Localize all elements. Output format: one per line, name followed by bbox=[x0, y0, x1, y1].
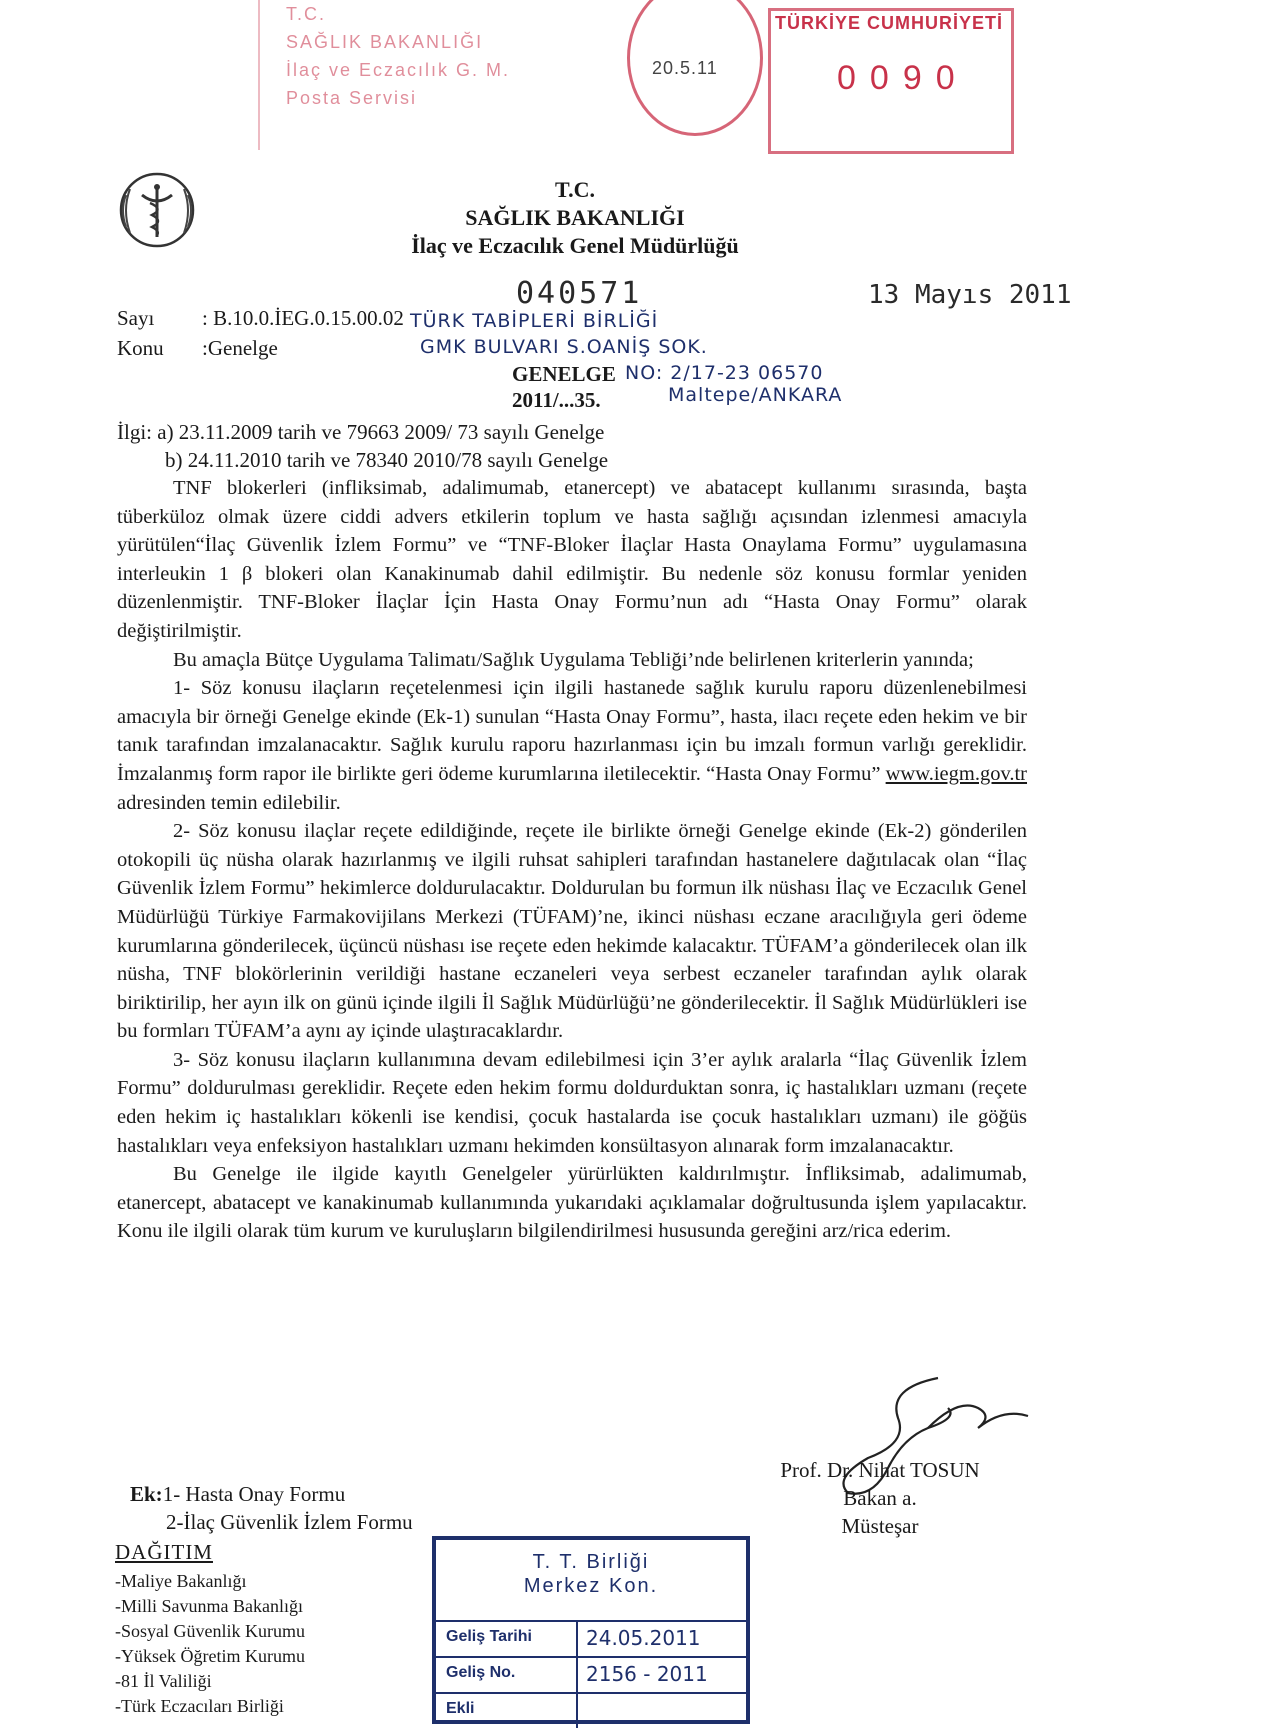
letterhead-directorate: İlaç ve Eczacılık Genel Müdürlüğü bbox=[411, 233, 739, 258]
received-stamp-org: T. T. Birliği bbox=[532, 1551, 650, 1573]
received-date-value: 24.05.2011 bbox=[586, 1626, 701, 1650]
handwritten-address-line: NO: 2/17-23 06570 bbox=[625, 362, 824, 384]
signatory-name: Prof. Dr. Nihat TOSUN bbox=[780, 1458, 980, 1482]
sayi-label: Sayı bbox=[117, 306, 155, 330]
franking-line: T.C. bbox=[286, 4, 327, 24]
sayi-value: : B.10.0.İEG.0.15.00.02 bbox=[202, 306, 404, 330]
letterhead-ministry: SAĞLIK BAKANLIĞI bbox=[465, 205, 685, 230]
franking-line: İlaç ve Eczacılık G. M. bbox=[286, 60, 511, 80]
received-stamp-unit: Merkez Kon. bbox=[523, 1575, 659, 1597]
handwritten-address-line: Maltepe/ANKARA bbox=[668, 384, 843, 406]
paragraph-text: 1- Söz konusu ilaçların reçetelenmesi için ilgili hastanede sağlık kurulu raporu düzenlenebilmesi amacıyla bir örneği Genelge ekinde (Ek-1) sunulan “Hasta Onay Formu”, hasta, ilacı reçete eden hekim ve bir tanık tarafından imzalanacaktır. Sağlık kurulu raporu hazırlanması için bu imzalı formun varlığı gereklidir. İmzalanmış form rapor ile birlikte geri ödeme kurumlarına iletilecektir. “Hasta Onay Formu” bbox=[117, 677, 1027, 785]
reference-a: İlgi: a) 23.11.2009 tarih ve 79663 2009/ 73 sayılı Genelge bbox=[117, 420, 605, 444]
genelge-title: GENELGE bbox=[512, 362, 616, 386]
attachment-item: 1- Hasta Onay Formu bbox=[162, 1482, 346, 1506]
distribution-item: -81 İl Valiliği bbox=[115, 1671, 212, 1691]
distribution-item: -Yüksek Öğretim Kurumu bbox=[115, 1646, 305, 1666]
distribution-item: -Sosyal Güvenlik Kurumu bbox=[115, 1621, 305, 1641]
received-stamp bbox=[432, 1536, 750, 1724]
attachments-label: Ek: bbox=[130, 1482, 163, 1506]
attachment-item: 2-İlaç Güvenlik İzlem Formu bbox=[166, 1510, 413, 1534]
postmark-stamp bbox=[622, 0, 762, 130]
website-link[interactable]: www.iegm.gov.tr bbox=[885, 762, 1028, 785]
konu-value: :Genelge bbox=[202, 336, 278, 360]
date-stamp: 13 Mayıs 2011 bbox=[868, 280, 1072, 310]
document-body bbox=[117, 474, 1027, 1246]
konu-label: Konu bbox=[117, 336, 164, 360]
received-number-label: Geliş No. bbox=[436, 1658, 578, 1692]
sayi-row bbox=[117, 306, 404, 331]
paragraph: TNF blokerleri (infliksimab, adalimumab, etanercept) ve abatacept kullanımı sırasında, başta tüberküloz olmak üzere ciddi advers etkilerin toplum ve hasta sağlığı açısından izlenmesi amacıyla yürütülen“İlaç Güvenlik İzlem Formu” ve “TNF-Bloker İlaçlar Hasta Onaylama Formu” uygulamasına interleukin 1 β blokeri olan Kanakinumab dahil edilmiştir. Bu nedenle söz konusu formlar yeniden düzenlenmiştir. TNF-Bloker İlaçlar İçin Hasta Onay Formu’nun adı “Hasta Onay Formu” olarak değiştirilmiştir. bbox=[117, 477, 1027, 642]
distribution-item: -Maliye Bakanlığı bbox=[115, 1571, 247, 1591]
paragraph: 3- Söz konusu ilaçların kullanımına devam edilebilmesi için 3’er aylık aralarla “İlaç Güvenlik İzlem Formu” doldurulması gereklidir. Reçete eden hekim formu doldurduktan sonra, iç hastalıkları uzmanı (reçete eden hekim iç hastalıkları kökenli ise kendisi, çocuk hastalarda ise çocuk hastalıkları uzmanı) ile göğüs hastalıkları veya enfeksiyon hastalıkları uzmanı hekimden konsültasyon alınarak form imzalanacaktır. bbox=[117, 1048, 1027, 1157]
paragraph: 2- Söz konusu ilaçlar reçete edildiğinde, reçete ile birlikte örneği Genelge ekinde (Ek-2) gönderilen otokopili üç nüsha olarak hazırlanmış ve ilgili ruhsat sahipleri tarafından hastanelere dağıtılacak olan “İlaç Güvenlik İzlem Formu” hekimlerce doldurulacaktır. Doldurulan bu formun ilk nüshası İlaç ve Eczacılık Genel Müdürlüğü Türkiye Farmakovijilans Merkezi (TÜFAM)’ne, ikinci nüshası eczane aracılığıyla geri ödeme kurumlarına gönderilecek, üçüncü nüshası ise reçete eden hekimde kalacaktır. TÜFAM’a gönderilecek olan ilk nüsha, TNF blokörlerinin verildiği hastane eczaneleri veya serbest eczaneler tarafından aylık olarak biriktirilip, her ayın ilk on günü içinde ilgili İl Sağlık Müdürlüğü’ne gönderilecektir. İl Sağlık Müdürlükleri ise bu formları TÜFAM’a aynı ay içinde ulaştıracaklardır. bbox=[117, 820, 1027, 1043]
letterhead-country: T.C. bbox=[555, 177, 595, 202]
distribution-list bbox=[115, 1540, 305, 1719]
reference-block bbox=[117, 418, 608, 474]
handwritten-address-line: TÜRK TABİPLERİ BİRLİĞİ bbox=[410, 310, 659, 332]
caduceus-emblem-icon bbox=[112, 165, 202, 260]
franking-line: Posta Servisi bbox=[286, 88, 418, 108]
postage-meter-amount: 0090 bbox=[837, 59, 969, 97]
received-attachment-label: Ekli bbox=[436, 1694, 578, 1728]
received-attachment-value bbox=[578, 1694, 746, 1728]
reference-b: b) 24.11.2010 tarih ve 78340 2010/78 sayılı Genelge bbox=[165, 448, 609, 472]
received-attachment-row bbox=[436, 1692, 746, 1728]
franking-line: SAĞLIK BAKANLIĞI bbox=[286, 32, 484, 52]
signature-block bbox=[760, 1456, 1000, 1540]
signatory-title: Müsteşar bbox=[841, 1514, 919, 1538]
received-number-row bbox=[436, 1656, 746, 1692]
distribution-item: -Türk Eczacıları Birliği bbox=[115, 1696, 284, 1716]
attachments-list bbox=[130, 1480, 413, 1536]
postmark-date: 20.5.11 bbox=[652, 58, 718, 78]
distribution-title: DAĞITIM bbox=[115, 1540, 213, 1564]
paragraph: Bu Genelge ile ilgide kayıtlı Genelgeler yürürlükten kaldırılmıştır. İnfliksimab, adalimumab, etanercept, abatacept ve kanakinumab kullanımında yukarıdaki açıklamalar doğrultusunda işlem yapılacaktır. Konu ile ilgili olarak tüm kurum ve kuruluşların bilgilendirilmesi hususunda gereğini arz/rica ederim. bbox=[117, 1163, 1027, 1243]
paragraph-text: adresinden temin edilebilir. bbox=[117, 791, 341, 814]
genelge-number: 2011/...35. bbox=[512, 388, 601, 412]
received-stamp-header bbox=[436, 1540, 746, 1620]
letterhead bbox=[380, 176, 770, 260]
signatory-role: Bakan a. bbox=[843, 1486, 917, 1510]
distribution-item: -Milli Savunma Bakanlığı bbox=[115, 1596, 303, 1616]
paragraph: Bu amaçla Bütçe Uygulama Talimatı/Sağlık Uygulama Tebliği’nde belirlenen kriterlerin yanında; bbox=[173, 648, 974, 671]
postage-meter-stamp bbox=[768, 8, 1014, 154]
received-date-label: Geliş Tarihi bbox=[436, 1622, 578, 1656]
konu-row bbox=[117, 336, 278, 361]
postage-meter-header: TÜRKİYE CUMHURİYETİ bbox=[775, 13, 1004, 33]
paragraph bbox=[117, 674, 1027, 817]
received-date-row bbox=[436, 1620, 746, 1656]
document-number-stamp: 040571 bbox=[516, 276, 643, 311]
franking-stamp-left bbox=[258, 0, 540, 150]
received-number-value: 2156 - 2011 bbox=[586, 1662, 708, 1686]
handwritten-address-line: GMK BULVARI S.OANİŞ SOK. bbox=[420, 336, 708, 358]
